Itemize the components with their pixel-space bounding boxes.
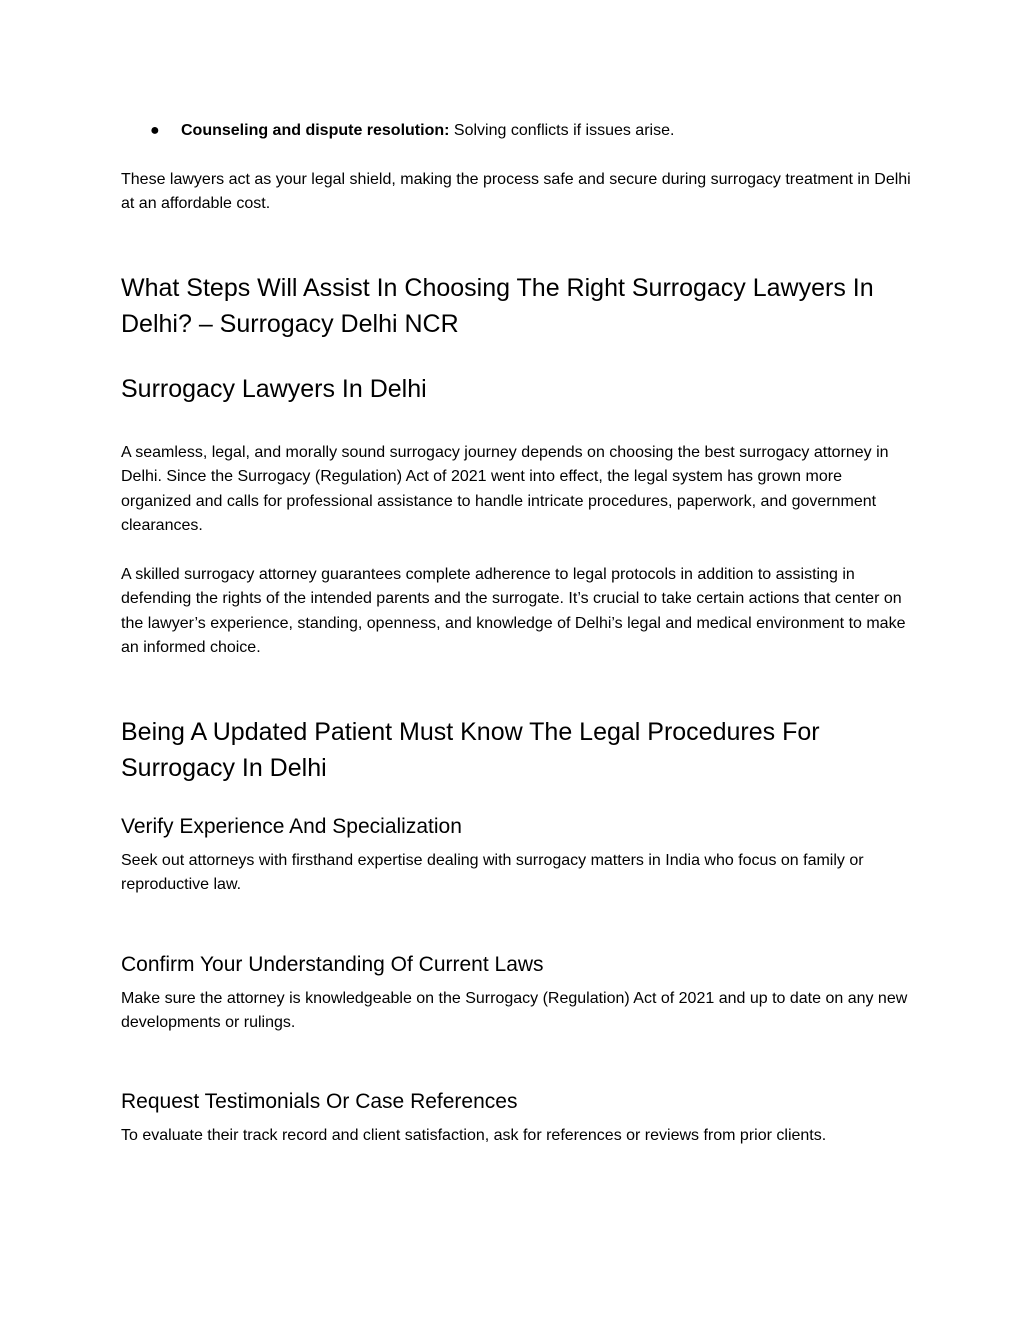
- paragraph-skilled-block: [121, 563, 911, 660]
- bullet-lead-text: Counseling and dispute resolution:: [181, 122, 450, 139]
- section-title: Verify Experience And Specialization: [121, 815, 462, 838]
- paragraph-seamless: A seamless, legal, and morally sound surrogacy journey depends on choosing the best surrogacy attorney in Delhi. Since the Surrogacy (Regulation) Act of 2021 went into effect, the legal system has grown more organized and calls for professional assistance to handle intricate procedures, paperwork, and government clearances.: [121, 444, 889, 534]
- heading-lawyers-block: [121, 371, 911, 407]
- heading-lawyers: Surrogacy Lawyers In Delhi: [121, 375, 427, 403]
- intro-paragraph: These lawyers act as your legal shield, making the process safe and secure during surrogacy treatment in Delhi at an affordable cost.: [121, 171, 911, 213]
- bullet-marker: ●: [150, 122, 160, 139]
- intro-paragraph-block: [121, 168, 911, 217]
- paragraph-skilled: A skilled surrogacy attorney guarantees complete adherence to legal protocols in addition to assisting in defending the rights of the intended parents and the surrogate. It’s crucial to take certain actions that center on the lawyer’s experience, standing, openness, and knowledge of Delhi’s legal and medical environment to make an informed choice.: [121, 566, 906, 656]
- bullet-text: Solving conflicts if issues arise.: [449, 122, 675, 139]
- bullet-list-item: [150, 119, 674, 143]
- section-body: To evaluate their track record and client satisfaction, ask for references or reviews from prior clients.: [121, 1127, 827, 1144]
- heading-steps-block: [121, 270, 911, 342]
- section-body: Make sure the attorney is knowledgeable on the Surrogacy (Regulation) Act of 2021 and up to date on any new developments or rulings.: [121, 990, 908, 1032]
- section-title: Request Testimonials Or Case References: [121, 1090, 518, 1113]
- section-current-laws: [121, 951, 911, 1036]
- section-title: Confirm Your Understanding Of Current Laws: [121, 953, 544, 976]
- paragraph-seamless-block: [121, 441, 911, 538]
- section-experience: [121, 813, 911, 898]
- section-body: Seek out attorneys with firsthand expertise dealing with surrogacy matters in India who focus on family or reproductive law.: [121, 852, 864, 894]
- heading-procedures: Being A Updated Patient Must Know The Legal Procedures For Surrogacy In Delhi: [121, 718, 820, 782]
- heading-steps: What Steps Will Assist In Choosing The Right Surrogacy Lawyers In Delhi? – Surrogacy Delhi NCR: [121, 274, 874, 338]
- section-testimonials: [121, 1088, 911, 1148]
- heading-procedures-block: [121, 714, 911, 786]
